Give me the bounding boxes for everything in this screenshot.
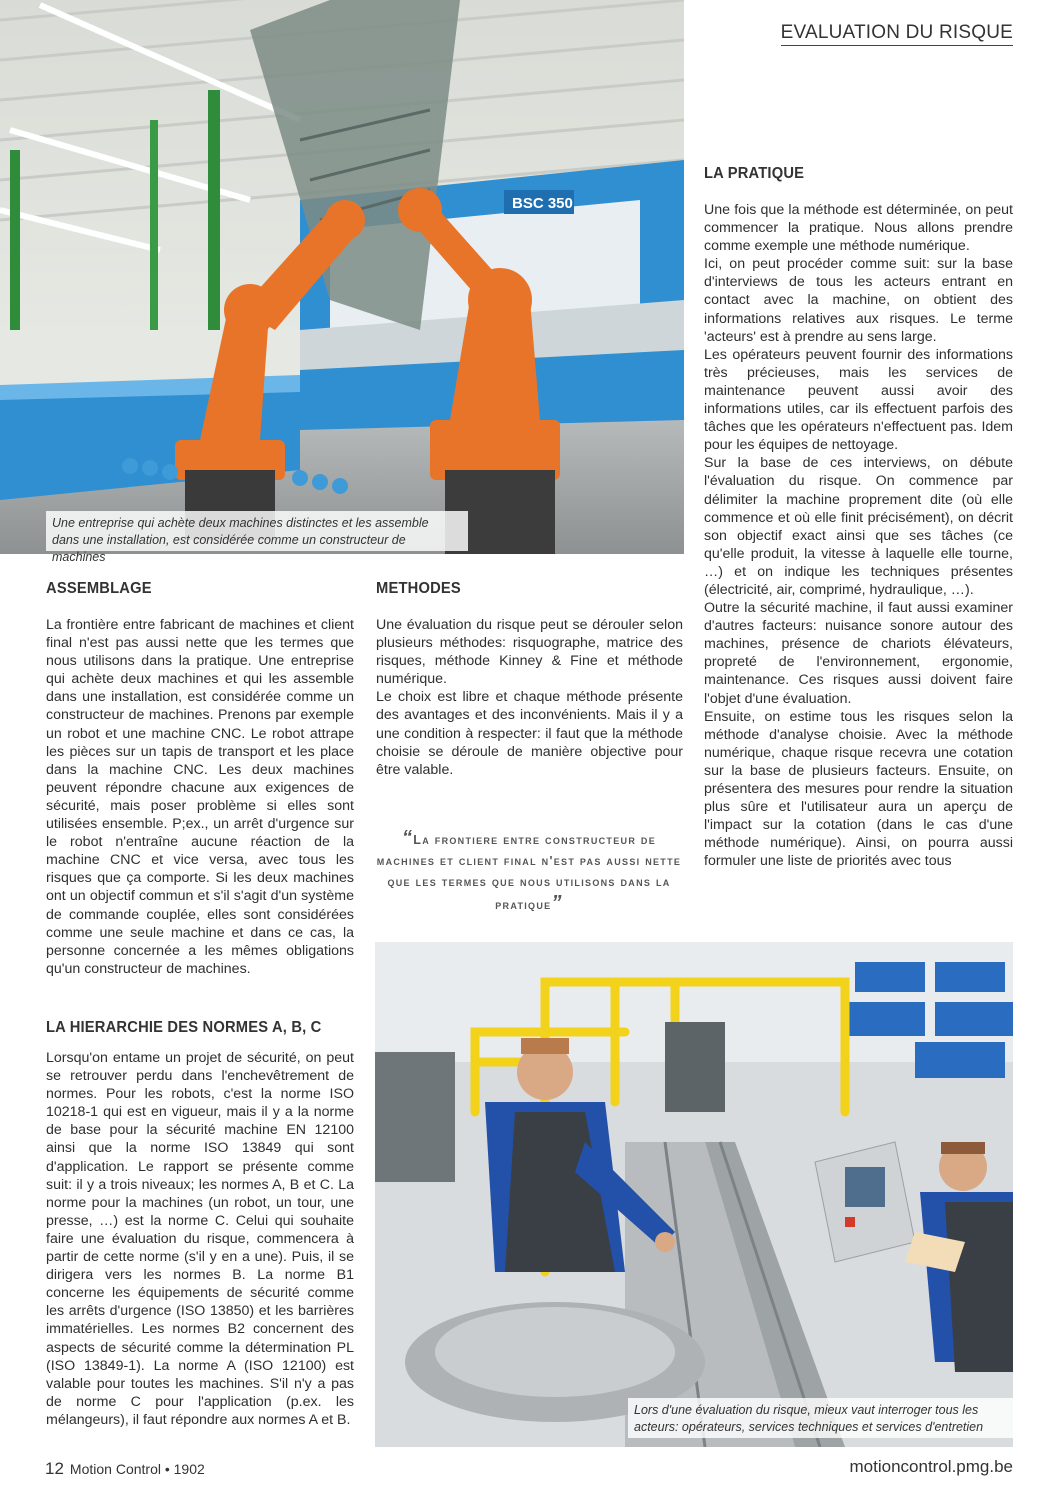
paragraph-hierarchie: Lorsqu'on entame un projet de sécurité, on peut se retrouver perdu dans l'enchevêtrement de normes. Pour les robots, c'est la norme ISO 10218-1 qui est en vigueur, mais il y a la norme de base pour la sécurité machine EN 12100 ainsi que la norme ISO 13849 qui sont d'application. Le rapport se présente comme suit: il y a trois niveaux; les normes A, B et C. La norme pour la machines (un robot, un tour, une presse, …) est la norme C. Celui qui souhaite faire une évaluation du risque, commencera à partir de cette norme (s'il y en a une). Puis, il se dirigera vers les normes B. La norme B1 concerne les équipements de sécurité comme les arrêts d'urgence (ISO 13850) et les barrières immatérielles. Les normes B2 concernent des aspects de sécurité comme la détermination PL (ISO 13849-1). La norme A (ISO 12100) est valable pour toutes les machines. S'il n'y a pas de norme C pour l'application (p.ex. les mélangeurs), il faut répondre aux normes A et B. [46,1050,354,1428]
photo-bottom-caption-line2: acteurs: opérateurs, services techniques et services d'entretien [634,1420,984,1434]
paragraph-pratique-4: Sur la base de ces interviews, on débute l'évaluation du risque. On commence par délimiter la machine proprement dite (où elle commence et où elle finit précisément), on décrit son objectif exact ainsi que ses tâches (ce qu'elle produit, la vitesse à laquelle elle tourne, …) et on indique les techniques présentes (électricité, air, comprimé, hydraulique, …). [704,455,1013,598]
press-label: BSC 350 [512,195,573,212]
paragraph-methodes-2: Le choix est libre et chaque méthode présente des avantages et des inconvénients. Mais il y a une condition à respecter: il faut que la méthode choisie se déroule de manière objective pour être valable. [376,689,683,778]
paragraph-pratique-1: Une fois que la méthode est déterminée, on peut commencer la pratique. Nous allons prendre comme exemple une méthode numérique. [704,202,1013,255]
photo-top-caption-line2: dans une installation, est considérée comme un constructeur de machines [52,533,406,564]
section-title: EVALUATION DU RISQUE [781,22,1013,46]
photo-bottom-caption-line1: Lors d'une évaluation du risque, mieux vaut interroger tous les [634,1403,979,1417]
paragraph-pratique-3: Les opérateurs peuvent fournir des informations très précieuses, mais les services de maintenance peuvent aussi avoir des informations utiles, car ils effectuent parfois des tâches que les opérateurs n'effectuent pas. Idem pour les équipes de nettoyage. [704,346,1013,454]
text-hierarchie [46,1049,354,1429]
footer-publication [45,1459,205,1479]
paragraph-assemblage: La frontière entre fabricant de machines et client final n'est pas aussi nette que les termes que nous utilisons dans la pratique. Une entreprise qui achète deux machines et qui les assemble dans une installation, est considérée comme un constructeur de machines. Prenons par exemple un robot et une machine CNC. Le robot attrape les pièces sur un tapis de transport et les place dans la machine CNC. Les deux machines peuvent répondre chacune aux exigences de sécurité, mais poser problème si elles sont utilisées ensemble. P;ex., un arrêt d'urgence sur le robot n'entraîne aucune réaction de la machine CNC et vice versa, avec tous les risques que ça comporte. Si les deux machines ont un objectif commun et s'il s'agit d'un système de commande couplée, elles sont considérées comme une seule machine et dans ce cas, la personne concernée a les mêmes obligations qu'un constructeur de machines. [46,617,354,977]
page-number: 12 [45,1459,64,1478]
text-pratique [704,201,1013,870]
text-methodes [376,616,683,779]
photo-robots-illustration [0,0,684,554]
heading-pratique: LA PRATIQUE [704,165,805,182]
photo-bottom-caption [628,1398,1013,1438]
quote-open-mark: “ [401,827,414,849]
photo-top-caption-line1: Une entreprise qui achète deux machines distinctes et les assemble [52,516,429,530]
heading-methodes: METHODES [376,580,461,597]
paragraph-pratique-5: Outre la sécurité machine, il faut aussi examiner d'autres facteurs: nuisance sonore autour des machines, présence de chariots élévateurs, propreté de l'environnement, ergonomie, maintenance. Ces risques aussi doivent faire l'objet d'une évaluation. [704,600,1013,707]
heading-hierarchie: LA HIERARCHIE DES NORMES A, B, C [46,1019,322,1036]
photo-workers-assembly [375,942,1013,1447]
photo-robots-press [0,0,684,554]
paragraph-methodes-1: Une évaluation du risque peut se dérouler selon plusieurs méthodes: risquographe, matrice des risques, méthode Kinney & Fine et méthode numérique. [376,617,683,688]
heading-assemblage: ASSEMBLAGE [46,580,152,597]
quote-text: La frontiere entre constructeur de machines et client final n'est pas aussi nette que les termes que nous utilisons dans la pratique [376,833,682,912]
quote-close-mark: ” [551,892,563,914]
paragraph-pratique-2: Ici, on peut procéder comme suit: sur la base d'interviews de tous les acteurs entrant en contact avec la machine, on obtient des informations relatives aux risques. Le terme 'acteurs' est à prendre au sens large. [704,256,1013,345]
paragraph-pratique-6: Ensuite, on estime tous les risques selon la méthode d'analyse choisie. Avec la méthode numérique, chaque risque recevra une cotation sur la base de plusieurs facteurs. Ensuite, on présentera des mesures pour rendre la situation plus sûre et l'utilisateur aura un aperçu de l'impact sur la cotation (dans le cas d'une méthode numérique). Ainsi, on pourra aussi formuler une liste de priorités avec tous [704,708,1013,870]
text-assemblage [46,616,354,978]
footer-website-link[interactable]: motioncontrol.pmg.be [849,1457,1013,1476]
photo-top-caption [46,511,468,564]
publication-name: Motion Control • 1902 [69,1461,205,1477]
pull-quote [376,828,682,916]
photo-workers-illustration [375,942,1013,1447]
